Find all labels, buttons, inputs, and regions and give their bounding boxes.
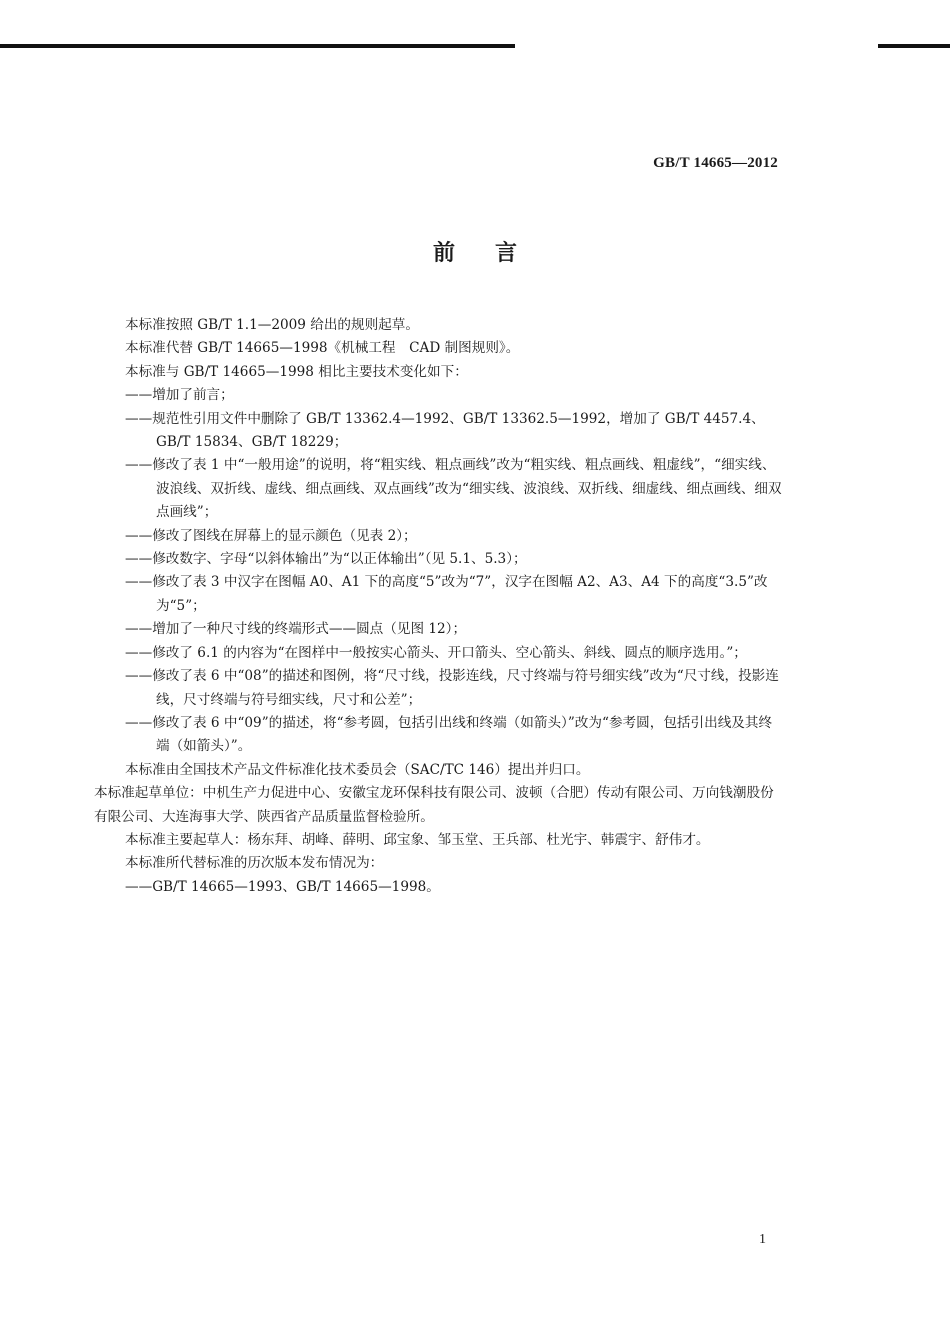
change-item: ——修改了表 6 中“08”的描述和图例，将“尺寸线，投影连线，尺寸终端与符号细实线”改为“尺寸线，投影连线，尺寸终端与符号细实线，尺寸和公差”； [125, 668, 779, 708]
change-item: ——修改了表 6 中“09”的描述，将“参考圆，包括引出线和终端（如箭头）”改为“参考圆，包括引出线及其终端（如箭头）”。 [125, 714, 773, 755]
change-item: ——修改了图线在屏幕上的显示颜色（见表 2）； [125, 527, 417, 544]
top-rule-right [878, 44, 950, 48]
paragraph-proposed-by: 本标准由全国技术产品文件标准化技术委员会（SAC/TC 146）提出并归口。 [125, 761, 590, 778]
change-item: ——修改了表 3 中汉字在图幅 A0、A1 下的高度“5”改为“7”，汉字在图幅 A2、A3、A4 下的高度“3.5”改为“5”； [125, 574, 768, 614]
change-item: ——增加了一种尺寸线的终端形式——圆点（见图 12）； [125, 621, 467, 638]
history-item: ——GB/T 14665—1993、GB/T 14665—1998。 [125, 878, 440, 895]
change-item: ——修改了 6.1 的内容为“在图样中一般按实心箭头、开口箭头、空心箭头、斜线、圆点的顺序选用。”； [125, 644, 747, 661]
change-item: ——修改数字、字母“以斜体输出”为“以正体输出”（见 5.1、5.3）； [125, 551, 527, 568]
paragraph-replaces: 本标准代替 GB/T 14665—1998《机械工程 CAD 制图规则》。 [125, 340, 520, 357]
top-rule-left [0, 44, 515, 48]
paragraph-drafters: 本标准主要起草人：杨东拜、胡峰、薛明、邱宝象、邹玉堂、王兵部、杜光宇、韩震宇、舒伟才。 [125, 831, 710, 848]
page-number: 1 [759, 1232, 766, 1247]
paragraph-drafting-rules: 本标准按照 GB/T 1.1—2009 给出的规则起草。 [125, 317, 419, 333]
change-item: ——修改了表 1 中“一般用途”的说明，将“粗实线、粗点画线”改为“粗实线、粗点画线、粗虚线”，“细实线、波浪线、双折线、虚线、细点画线、双点画线”改为“细实线、波浪线、双折线、细虚线、细点画线、细双点画线”； [125, 457, 782, 521]
paragraph-drafting-units: 本标准起草单位：中机生产力促进中心、安徽宝龙环保科技有限公司、波顿（合肥）传动有限公司、万向钱潮股份有限公司、大连海事大学、陕西省产品质量监督检验所。 [94, 785, 774, 825]
change-item: ——增加了前言； [125, 387, 234, 404]
paragraph-changes-intro: 本标准与 GB/T 14665—1998 相比主要技术变化如下： [125, 363, 468, 380]
foreword-body [94, 314, 785, 899]
page-title: 前言 [432, 241, 557, 266]
paragraph-history-intro: 本标准所代替标准的历次版本发布情况为： [125, 855, 384, 872]
change-item: ——规范性引用文件中删除了 GB/T 13362.4—1992、GB/T 13362.5—1992，增加了 GB/T 4457.4、GB/T 15834、GB/T 18229； [125, 410, 765, 451]
standard-code: GB/T 14665—2012 [653, 155, 778, 171]
